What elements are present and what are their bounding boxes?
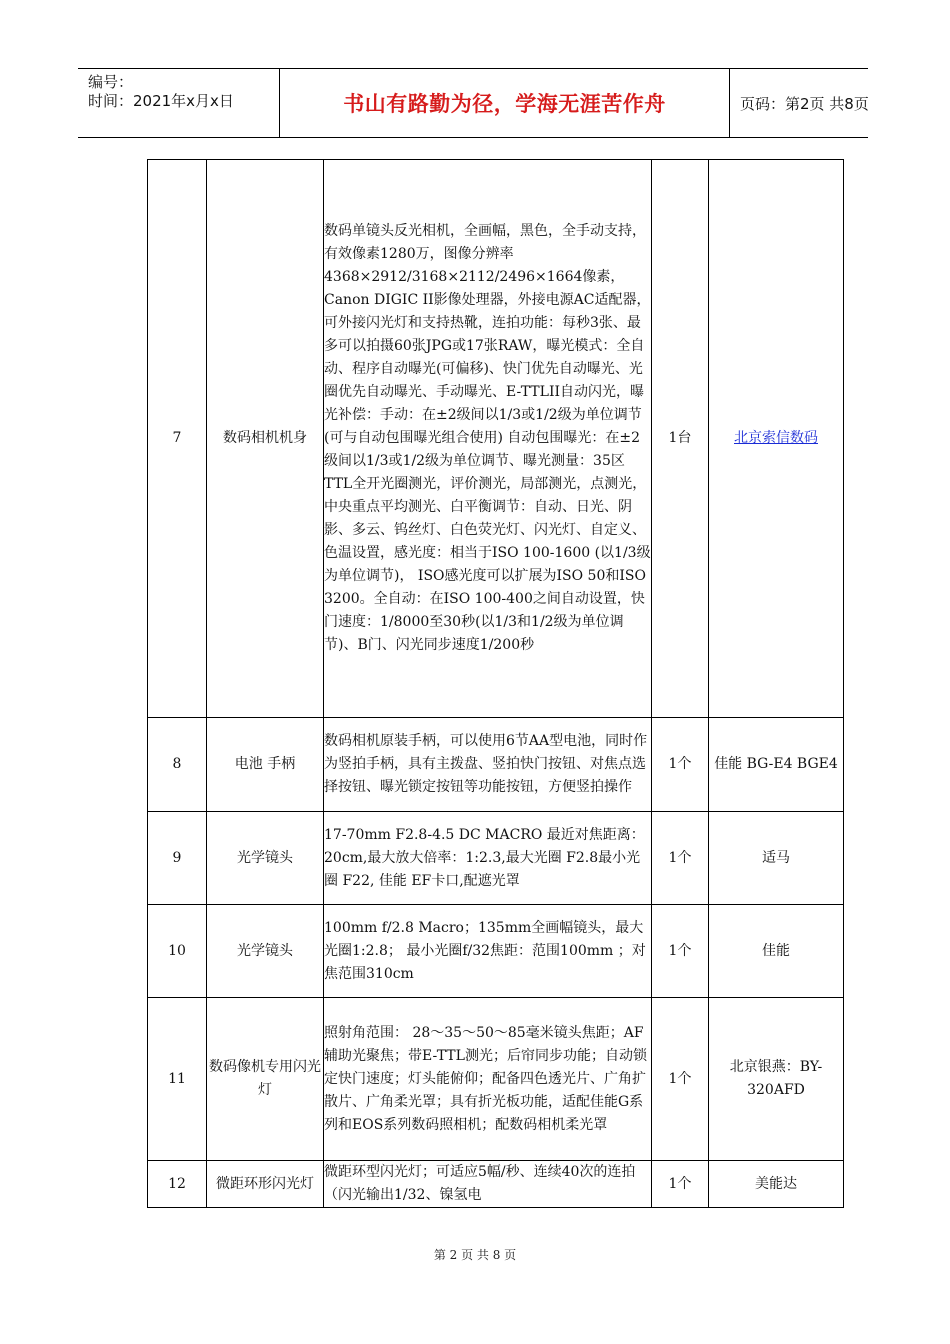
table-row — [148, 718, 844, 812]
item-description: 17-70mm F2.8-4.5 DC MACRO 最近对焦距离：20cm,最大放大倍率：1:2.3,最大光圈 F2.8最小光圈 F22, 佳能 EF卡口,配遮光罩 — [324, 812, 652, 905]
item-name: 数码相机机身 — [207, 160, 324, 718]
header-meta — [78, 69, 280, 137]
header-motto: 书山有路勤为径，学海无涯苦作舟 — [280, 69, 730, 137]
table-row — [148, 998, 844, 1161]
row-number: 10 — [148, 905, 207, 998]
item-quantity: 1个 — [652, 998, 709, 1161]
item-quantity: 1台 — [652, 160, 709, 718]
item-brand: 北京银燕：BY-320AFD — [709, 998, 844, 1161]
equipment-table — [147, 159, 844, 1208]
page-header — [78, 68, 868, 138]
item-brand: 适马 — [709, 812, 844, 905]
item-description: 数码相机原装手柄，可以使用6节AA型电池，同时作为竖拍手柄，具有主拨盘、竖拍快门按钮、对焦点选择按钮、曝光锁定按钮等功能按钮，方便竖拍操作 — [324, 718, 652, 812]
table-row — [148, 812, 844, 905]
item-brand: 佳能 — [709, 905, 844, 998]
supplier-link[interactable]: 北京索信数码 — [734, 430, 818, 446]
item-description: 数码单镜头反光相机，全画幅，黑色，全手动支持，有效像素1280万，图像分辨率4368×2912/3168×2112/2496×1664像素，Canon DIGIC II影像处理器，外接电源AC适配器，可外接闪光灯和支持热靴，连拍功能：每秒3张、最多可以拍摄60张JPG或17张RAW，曝光模式：全自动、程序自动曝光(可偏移)、快门优先自动曝光、光圈优先自动曝光、手动曝光、E-TTLII自动闪光，曝光补偿：手动：在±2级间以1/3或1/2级为单位调节(可与自动包围曝光组合使用) 自动包围曝光：在±2级间以1/3或1/2级为单位调节、曝光测量：35区TTL全开光圈测光，评价测光，局部测光，点测光，中央重点平均测光、白平衡调节：自动、日光、阴影、多云、钨丝灯、白色荧光灯、闪光灯、自定义、色温设置，感光度：相当于ISO 100-1600 (以1/3级为单位调节)， ISO感光度可以扩展为ISO 50和ISO 3200。全自动：在ISO 100-400之间自动设置，快门速度：1/8000至30秒(以1/3和1/2级为单位调节)、B门、闪光同步速度1/200秒 — [324, 160, 652, 718]
item-brand: 美能达 — [709, 1161, 844, 1208]
row-number: 8 — [148, 718, 207, 812]
row-number: 7 — [148, 160, 207, 718]
item-brand — [709, 160, 844, 718]
item-description: 照射角范围： 28～35～50～85毫米镜头焦距；AF辅助光聚焦；带E-TTL测光；后帘同步功能；自动锁定快门速度；灯头能俯仰；配备四色透光片、广角扩散片、广角柔光罩；具有折光板功能，适配佳能G系列和EOS系列数码照相机；配数码相机柔光罩 — [324, 998, 652, 1161]
item-name: 光学镜头 — [207, 905, 324, 998]
table-row — [148, 905, 844, 998]
item-name: 微距环形闪光灯 — [207, 1161, 324, 1208]
page-footer: 第 2 页 共 8 页 — [433, 1248, 517, 1262]
table-row — [148, 1161, 844, 1208]
header-page-number: 页码：第2页 共8页 — [740, 94, 869, 113]
item-quantity: 1个 — [652, 905, 709, 998]
item-name: 电池 手柄 — [207, 718, 324, 812]
item-name: 数码像机专用闪光灯 — [207, 998, 324, 1161]
item-description: 100mm f/2.8 Macro；135mm全画幅镜头，最大光圈1:2.8； 最小光圈f/32焦距：范围100mm ；对焦范围310cm — [324, 905, 652, 998]
row-number: 9 — [148, 812, 207, 905]
row-number: 12 — [148, 1161, 207, 1208]
document-time-label: 时间：2021年x月x日 — [88, 92, 234, 110]
item-quantity: 1个 — [652, 812, 709, 905]
row-number: 11 — [148, 998, 207, 1161]
item-brand: 佳能 BG-E4 BGE4 — [709, 718, 844, 812]
item-name: 光学镜头 — [207, 812, 324, 905]
table-row — [148, 160, 844, 718]
item-quantity: 1个 — [652, 718, 709, 812]
item-quantity: 1个 — [652, 1161, 709, 1208]
item-description: 微距环型闪光灯；可适应5幅/秒、连续40次的连拍（闪光输出1/32、镍氢电 — [324, 1161, 652, 1208]
document-number-label: 编号： — [88, 73, 134, 91]
